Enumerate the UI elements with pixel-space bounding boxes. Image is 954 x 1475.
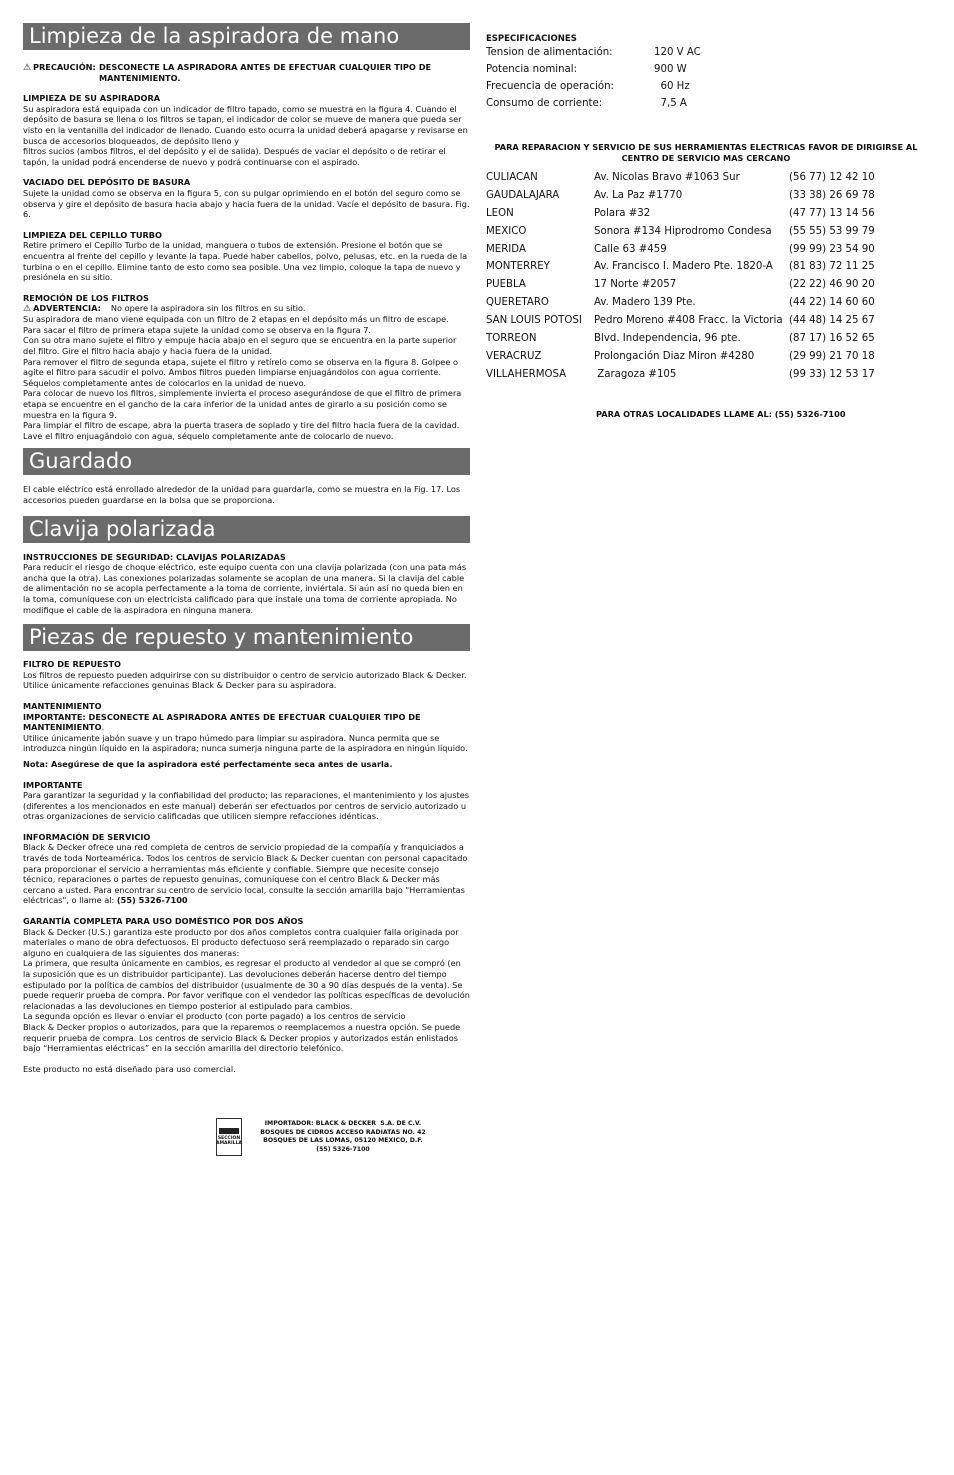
section-title-piezas: Piezas de repuesto y mantenimiento <box>23 624 470 651</box>
center-phone: (81 83) 72 11 25 <box>789 261 875 273</box>
center-city: VERACRUZ <box>486 350 542 362</box>
heading-remocion-filtros: REMOCIÓN DE LOS FILTROS <box>23 292 149 303</box>
info-servicio-text: Black & Decker ofrece una red completa de centros de servicio propiedad de la compañía y franquiciados a través de toda Norteamérica. Todos los centros de servicio Black & Decker cuentan con personal capacitado para proporcionar el servicio a herramientas más eficiente y confiable. Siempre que necesite consejo técnico, reparaciones o partes de repuesto genuinas, comuníquese con el centro Black & Decker más cercano a usted. Para encontrar su centro de servicio local, consulte la sección amarilla bajo "Herramientas eléctricas", o llame al: <box>23 842 468 906</box>
center-address: Av. La Paz #1770 <box>594 189 683 201</box>
center-phone: (44 22) 14 60 60 <box>789 297 875 309</box>
para-cepillo-turbo: Retire primero el Cepillo Turbo de la unidad, manguera o tubos de extensión. Presione el botón que se encuentra al frente del cepillo y levante la tapa. Puede haber cabellos, polvo, pelusas, etc. en la rueda de la turbina o en el cepillo. Elimine tanto de esto como sea posible. Una vez limpio, coloque la tapa de nuevo y presiónela en su sitio. <box>23 240 468 283</box>
center-address: Pedro Moreno #408 Fracc. la Victoria <box>594 315 783 327</box>
heading-importante: IMPORTANTE <box>23 779 83 790</box>
center-city: PUEBLA <box>486 279 526 291</box>
importer-line-1: IMPORTADOR: BLACK & DECKER S.A. DE C.V. <box>264 1120 422 1127</box>
spec-value: 120 V AC <box>654 47 701 58</box>
heading-clavija: INSTRUCCIONES DE SEGURIDAD: CLAVIJAS POLARIZADAS <box>23 551 286 562</box>
spec-key: Tension de alimentación: <box>486 47 613 58</box>
para-filtro-repuesto: Los filtros de repuesto pueden adquirirse con su distribuidor o centro de servicio autorizado Black & Decker. Utilice únicamente refacciones genuinas Black & Decker para su aspiradora. <box>23 669 467 691</box>
center-phone: (99 99) 23 54 90 <box>789 243 875 255</box>
para-mantenimiento: Utilice únicamente jabón suave y un trapo húmedo para limpiar su aspiradora. Nunca permita que se introduzca ningún líquido en la aspiradora; nunca sumerja ninguna parte de la aspiradora en ningún líquido. <box>23 732 468 754</box>
importer-line-2: BOSQUES DE CIDROS ACCESO RADIATAS NO. 42 <box>260 1128 426 1136</box>
center-phone: (47 77) 13 14 56 <box>789 207 875 219</box>
para-filtros-5: Para colocar de nuevo los filtros, simplemente invierta el proceso asegurándose de que el filtro de primera etapa se encuentre en el gancho de la cara inferior de la unidad antes de girarlo a su posición como se muestra en la figura 9. <box>23 388 462 420</box>
heading-vaciado: VACIADO DEL DEPÓSITO DE BASURA <box>23 177 191 188</box>
advertencia-text: No opere la aspiradora sin los filtros en su sitio. <box>110 303 306 314</box>
info-servicio-phone: (55) 5326-7100 <box>116 895 188 906</box>
heading-garantia: GARANTÍA COMPLETA PARA USO DOMÉSTICO POR DOS AÑOS <box>23 916 304 927</box>
table-row <box>486 172 926 190</box>
spec-row <box>486 44 926 61</box>
heading-mantenimiento: MANTENIMIENTO <box>23 700 102 711</box>
spec-key: Consumo de corriente: <box>486 98 603 109</box>
logo-text-amarilla: AMARILLA <box>216 1141 242 1146</box>
heading-info-servicio: INFORMACIÓN DE SERVICIO <box>23 831 151 842</box>
para-mantenimiento-importante <box>23 712 470 733</box>
para-vaciado: Sujete la unidad como se observa en la figura 5, con su pulgar oprimiendo en el botón del seguro como se observa y gire el depósito de basura hacia abajo y hacia fuera de la unidad. Vacíe el depósito de basura. Fig. 6. <box>23 187 470 220</box>
logo-bar <box>219 1128 239 1134</box>
spec-list <box>486 44 926 112</box>
para-importante: Para garantizar la seguridad y la confiabilidad del producto; las reparaciones, el mantenimiento y los ajustes (diferentes a los mencionados en este manual) deberán ser efectuados por centros de servicio autorizado u otras organizaciones de servicio calificadas que utilicen siempre refacciones idénticas. <box>23 790 470 822</box>
center-city: MERIDA <box>486 243 526 255</box>
center-city: MONTERREY <box>486 261 550 273</box>
spec-title: ESPECIFICACIONES <box>486 34 577 44</box>
section-title-limpieza: Limpieza de la aspiradora de mano <box>23 23 470 50</box>
table-row <box>486 369 926 387</box>
caution-notice <box>23 62 470 83</box>
para-info-servicio <box>23 842 470 906</box>
center-address: Prolongación Diaz Miron #4280 <box>594 350 755 362</box>
heading-filtro-repuesto: FILTRO DE REPUESTO <box>23 659 122 670</box>
para-filtros-2: Para sacar el filtro de primera etapa sujete la unidad como se observa en la figura 7. <box>23 324 372 335</box>
spec-row <box>486 95 926 112</box>
para-guardado: El cable eléctrico está enrollado alrededor de la unidad para guardarla, como se muestra en la Fig. 17. Los accesorios pueden guardarse en la bolsa que se proporciona. <box>23 484 461 505</box>
table-row <box>486 244 926 262</box>
center-phone: (44 48) 14 25 67 <box>789 315 875 327</box>
para-filtros-1: Su aspiradora de mano viene equipada con un filtro de 2 etapas en el depósito más un filtro de escape. <box>23 314 449 325</box>
right-column <box>486 34 926 419</box>
other-locations-phone: PARA OTRAS LOCALIDADES LLAME AL: (55) 5326-7100 <box>596 408 846 419</box>
section-title-clavija: Clavija polarizada <box>23 516 470 543</box>
center-city: VILLAHERMOSA <box>486 368 567 380</box>
service-centers-heading: PARA REPARACION Y SERVICIO DE SUS HERRAMIENTAS ELECTRICAS FAVOR DE DIRIGIRSE AL CENTRO DE SERVICIO MAS CERCANO <box>494 142 918 163</box>
table-row <box>486 279 926 297</box>
center-city: SAN LOUIS POTOSI <box>486 315 582 327</box>
advertencia-label: ADVERTENCIA: <box>33 303 101 314</box>
spec-value: 60 Hz <box>654 81 690 92</box>
caution-label: PRECAUCIÓN: <box>33 62 96 72</box>
center-phone: (56 77) 12 42 10 <box>789 172 875 183</box>
heading-cepillo-turbo: LIMPIEZA DEL CEPILLO TURBO <box>23 229 162 240</box>
center-city: TORREON <box>486 333 537 345</box>
center-city: QUERETARO <box>486 297 549 309</box>
center-address: Av. Madero 139 Pte. <box>594 297 696 309</box>
spec-key: Potencia nominal: <box>486 64 578 75</box>
table-row <box>486 208 926 226</box>
table-row <box>486 315 926 333</box>
importer-line-4: (55) 5326-7100 <box>316 1145 370 1153</box>
center-city: MEXICO <box>486 225 527 237</box>
table-row <box>486 190 926 208</box>
para-uso-comercial: Este producto no está diseñado para uso comercial. <box>23 1063 236 1074</box>
center-address: Av. Nicolas Bravo #1063 Sur <box>594 172 740 183</box>
para-filtros-3: Con su otra mano sujete el filtro y empuje hacia abajo en el seguro que se encuentra en la parte superior del filtro. Gire el filtro hacia abajo y hacia fuera de la unidad. <box>23 335 457 357</box>
spec-key: Frecuencia de operación: <box>486 81 614 92</box>
importer-line-3: BOSQUES DE LAS LOMAS, 05120 MEXICO, D.F. <box>263 1137 423 1144</box>
caution-text: DESCONECTE LA ASPIRADORA ANTES DE EFECTUAR CUALQUIER TIPO DE MANTENIMIENTO. <box>99 62 432 83</box>
importer-footer <box>216 1118 436 1156</box>
para-garantia-3: La segunda opción es llevar o enviar el producto (con porte pagado) a los centros de servicio <box>23 1011 406 1022</box>
table-row <box>486 226 926 244</box>
table-row <box>486 297 926 315</box>
para-filtros-6: Para limpiar el filtro de escape, abra la puerta trasera de soplado y tire del filtro hacia fuera de la cavidad. Lave el filtro enjuagándolo con agua, séquelo completamente ante de colocarlo de nuevo. <box>23 420 460 441</box>
center-address: Calle 63 #459 <box>594 243 667 255</box>
para-garantia-2: La primera, que resulta únicamente en cambios, es regresar el producto al vendedor al que se compró (en la suposición que es un distribuidor participante). Las devoluciones deberán hacerse dentro del tiempo estipulado por la política de cambios del distribuidor (usualmente de 30 a 90 días después de la venta). Se puede requerir prueba de compra. Por favor verifique con el vendedor las políticas específicas de devolución relacionadas a las devoluciones en tiempo posterior al estipulado para cambios. <box>23 958 470 1011</box>
center-phone: (33 38) 26 69 78 <box>789 189 875 201</box>
center-address: Zaragoza #105 <box>594 368 677 380</box>
center-phone: (99 33) 12 53 17 <box>789 368 875 380</box>
table-row <box>486 261 926 279</box>
center-address: 17 Norte #2057 <box>594 279 677 291</box>
importer-address <box>242 1120 436 1154</box>
seccion-amarilla-logo <box>216 1118 242 1156</box>
center-address: Polara #32 <box>594 207 651 219</box>
advertencia-notice <box>23 303 470 314</box>
center-phone: (29 99) 21 70 18 <box>789 350 875 362</box>
para-clavija: Para reducir el riesgo de choque eléctrico, este equipo cuenta con una clavija polarizada (con una pata más ancha que la otra). Las conexiones polarizadas solamente se acoplan de una manera. Si la clavija del cable de alimentación no se acopla perfectamente a la toma de corriente, inviértala. Si aún así no queda bien en la toma, comuníquese con un electricista calificado para que instale una toma de corriente apropiada. No modifique el cable de la aspiradora en ninguna manera. <box>23 562 467 615</box>
center-phone: (87 17) 16 52 65 <box>789 333 875 345</box>
spec-row <box>486 61 926 78</box>
para-garantia-1: Black & Decker (U.S.) garantiza este producto por dos años completos contra cualquier falla originada por materiales o mano de obra defectuosos. El producto defectuoso será reemplazado o reparado sin cargo alguno en cualquiera de las siguientes dos maneras: <box>23 926 459 958</box>
table-row <box>486 333 926 351</box>
center-city: CULIACAN <box>486 172 538 183</box>
center-address: Av. Francisco I. Madero Pte. 1820-A <box>594 261 773 273</box>
spec-value: 7,5 A <box>654 98 687 109</box>
mant-importante-bold: IMPORTANTE: DESCONECTE AL ASPIRADORA ANTES DE EFECTUAR CUALQUIER TIPO DE MANTENIMIENTO <box>23 711 421 733</box>
para-garantia-4: Black & Decker propios o autorizados, para que la reparemos o reemplacemos a nuestra opción. Se puede requerir prueba de compra. Los centros de servicio Black & Decker propios y autorizados están enlistados bajo “Herramientas eléctricas” en la sección amarilla del directorio telefónico. <box>23 1021 461 1054</box>
center-phone: (55 55) 53 99 79 <box>789 225 875 237</box>
para-nota: Nota: Asegúrese de que la aspiradora esté perfectamente seca antes de usarla. <box>23 758 393 769</box>
table-row <box>486 351 926 369</box>
warning-triangle-icon: ⚠ <box>23 304 32 315</box>
center-city: LEON <box>486 207 514 219</box>
para-limpieza-1: Su aspiradora está equipada con un indicador de filtro tapado, como se muestra en la figura 4. Cuando el depósito de basura se llena o los filtros se tapan, el indicador de color se mueve de manera que pueda ser visto en la ventanilla del indicador de llenado. Cuando esto ocurra la unidad deberá apagarse y revisarse en busca de accesorios bloqueados, de depósito lleno y <box>23 103 468 146</box>
warning-triangle-icon: ⚠ <box>23 63 32 73</box>
mant-importante-dot: . <box>101 722 105 733</box>
center-phone: (22 22) 46 90 20 <box>789 279 875 291</box>
para-limpieza-2: filtros sucios (ambos filtros, el del depósito y el de salida). Después de vaciar el depósito o de retirar el tapón, la unidad podrá encenderse de nuevo y podrá continuarse con el aspirado. <box>23 146 446 167</box>
spec-value: 900 W <box>654 64 687 75</box>
section-title-guardado: Guardado <box>23 448 470 475</box>
spec-row <box>486 78 926 95</box>
center-city: GAUDALAJARA <box>486 189 560 201</box>
para-filtros-4: Para remover el filtro de segunda etapa, sujete el filtro y retírelo como se observa en la figura 8. Golpee o agite el filtro para sacudir el polvo. Ambos filtros pueden limpiarse enjuagándolos con agua corriente. Séquelos completamente antes de colocarlos en la unidad de nuevo. <box>23 356 458 388</box>
heading-limpieza-aspiradora: LIMPIEZA DE SU ASPIRADORA <box>23 93 161 104</box>
center-address: Sonora #134 Hiprodromo Condesa <box>594 225 772 237</box>
center-address: Blvd. Independencia, 96 pte. <box>594 333 741 345</box>
service-centers-table <box>486 172 926 387</box>
logo-text-seccion: SECCION <box>217 1136 241 1141</box>
left-column <box>23 23 470 1074</box>
